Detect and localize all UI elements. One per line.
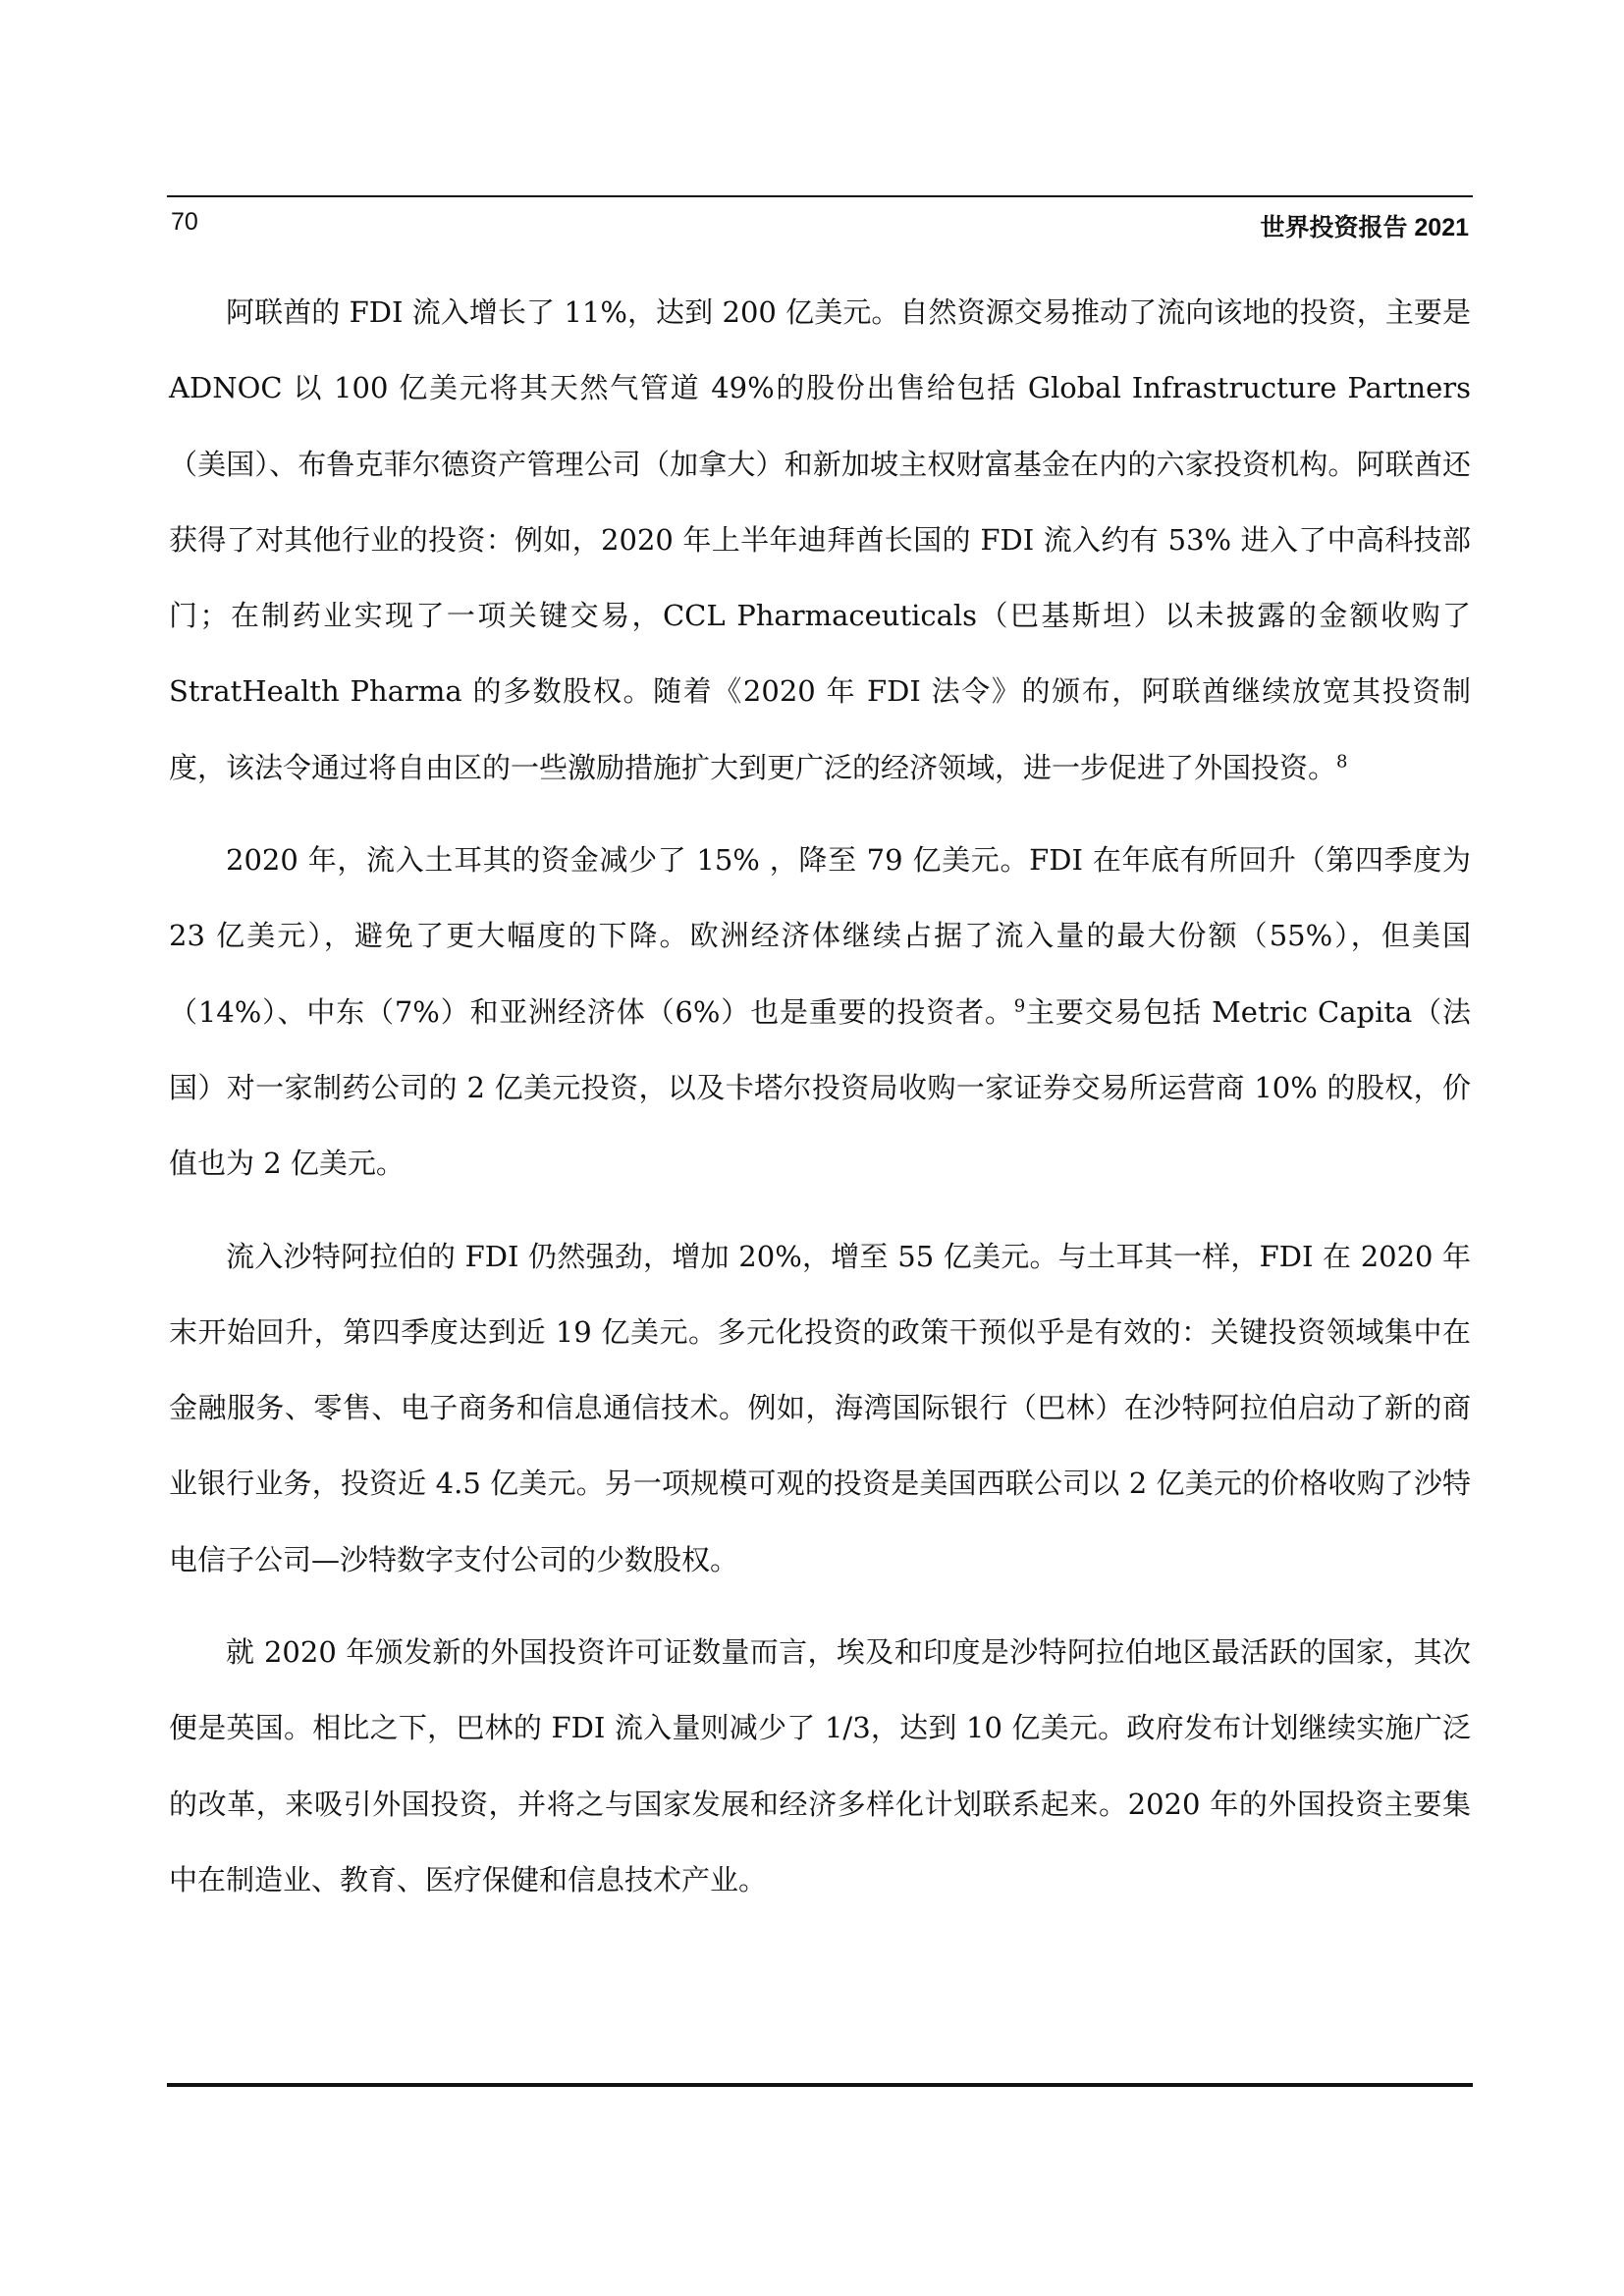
- paragraph-text: 阿联酋的 FDI 流入增长了 11%，达到 200 亿美元。自然资源交易推动了流向该地的投资，主要是 ADNOC 以 100 亿美元将其天然气管道 49%的股份出售给包括 Global Infrastructure Partners（美国）、布鲁克菲尔德资产管理公司（加拿大）和新加坡主权财富基金在内的六家投资机构。阿联酋还获得了对其他行业的投资：例如，2020 年上半年迪拜酋长国的 FDI 流入约有 53% 进入了中高科技部门；在制药业实现了一项关键交易，CCL Pharmaceuticals（巴基斯坦）以未披露的金额收购了 StratHealth Pharma 的多数股权。随着《2020 年 FDI 法令》的颁布，阿联酋继续放宽其投资制度，该法令通过将自由区的一些激励措施扩大到更广泛的经济领域，进一步促进了外国投资。: [169, 295, 1471, 784]
- paragraph-uae: [169, 275, 1471, 806]
- footnote-ref[interactable]: 8: [1336, 751, 1348, 773]
- paragraph-saudi-arabia: [169, 1219, 1471, 1598]
- paragraph-text: 2020 年，流入土耳其的资金减少了 15% ，降至 79 亿美元。FDI 在年底有所回升（第四季度为 23 亿美元），避免了更大幅度的下降。欧洲经济体继续占据了流入量的最大份额（55%），但美国（14%）、中东（7%）和亚洲经济体（6%）也是重要的投资者。: [169, 843, 1471, 1029]
- page-header: [167, 206, 1473, 245]
- paragraph-bahrain: [169, 1615, 1471, 1918]
- paragraph-text: 就 2020 年颁发新的外国投资许可证数量而言，埃及和印度是沙特阿拉伯地区最活跃的国家，其次便是英国。相比之下，巴林的 FDI 流入量则减少了 1/3，达到 10 亿美元。政府发布计划继续实施广泛的改革，来吸引外国投资，并将之与国家发展和经济多样化计划联系起来。2020 年的外国投资主要集中在制造业、教育、医疗保健和信息技术产业。: [169, 1635, 1471, 1896]
- paragraph-turkey: [169, 823, 1471, 1201]
- page-number: 70: [171, 208, 198, 236]
- paragraph-text: 流入沙特阿拉伯的 FDI 仍然强劲，增加 20%，增至 55 亿美元。与土耳其一样，FDI 在 2020 年末开始回升，第四季度达到近 19 亿美元。多元化投资的政策干预似乎是有效的：关键投资领域集中在金融服务、零售、电子商务和信息通信技术。例如，海湾国际银行（巴林）在沙特阿拉伯启动了新的商业银行业务，投资近 4.5 亿美元。另一项规模可观的投资是美国西联公司以 2 亿美元的价格收购了沙特电信子公司—沙特数字支付公司的少数股权。: [169, 1239, 1471, 1576]
- header-rule: [167, 195, 1473, 197]
- footer-rule: [167, 2083, 1473, 2087]
- footnote-ref[interactable]: 9: [1013, 995, 1026, 1017]
- running-title: 世界投资报告 2021: [1260, 214, 1469, 241]
- body-text: [169, 275, 1471, 1918]
- paragraph-text-continued: 主要交易包括 Metric Capita（法国）对一家制药公司的 2 亿美元投资，以及卡塔尔投资局收购一家证券交易所运营商 10% 的股权，价值也为 2 亿美元。: [169, 994, 1471, 1181]
